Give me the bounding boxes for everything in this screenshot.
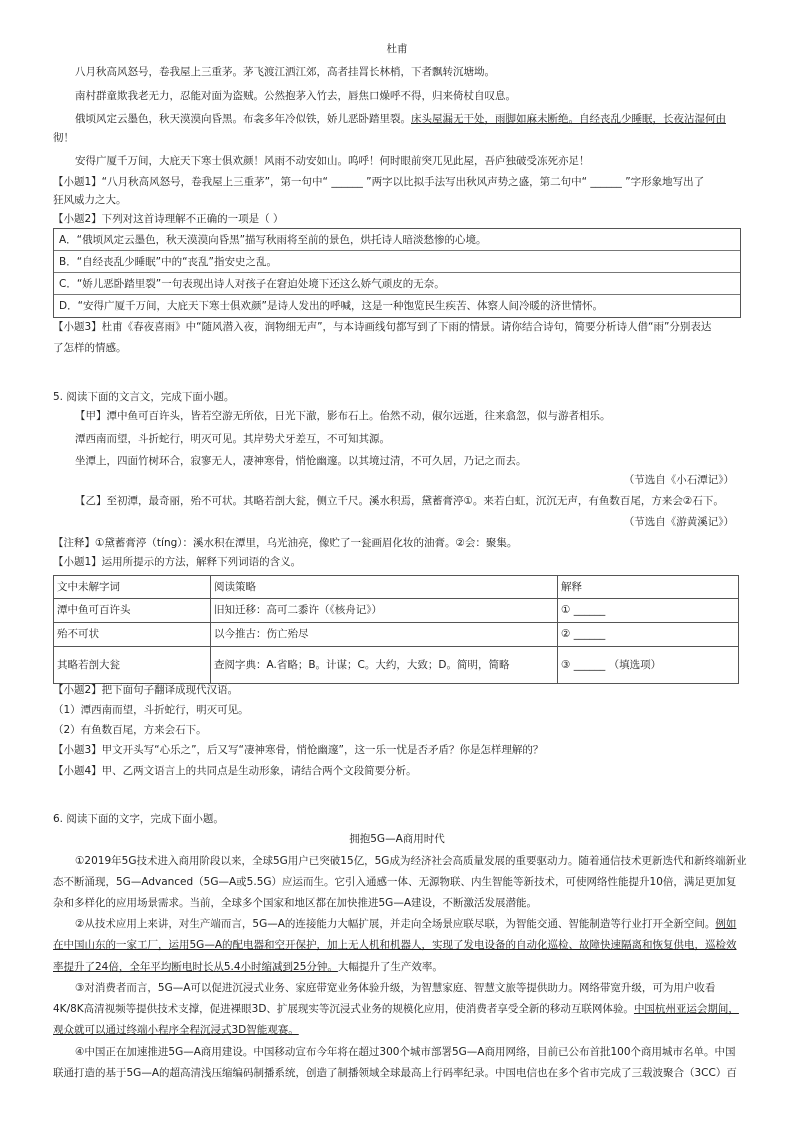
q6-paragraph-2-line-3: [53, 962, 443, 973]
q5-subquestion-3: 【小题3】甲文开头写“心乐之”，后又写“凄神寒骨，悄怆幽邃”，这一乐一忧是否矛盾？你是怎样理解的？: [53, 744, 544, 756]
table-cell: 旧知迁移：高可二黍许（《核舟记》）: [211, 599, 558, 623]
q5-subquestion-4: 【小题4】甲、乙两文语言上的共同点是生动形象，请结合两个文段简要分析。: [53, 765, 417, 777]
table-cell: 潭中鱼可百许头: [54, 599, 211, 623]
option-b: B．“自经丧乱少睡眠”中的“丧乱”指安史之乱。: [54, 251, 740, 273]
underlined-example-end: 率提升了24倍，全年平均断电时长从5.4小时缩减到25分钟。: [53, 961, 338, 973]
poem-paragraph-4: 安得广厦千万间，大庇天下寒士俱欢颜！风雨不动安如山。呜呼！何时眼前突兀见此屋，吾庐独破受冻死亦足！: [75, 155, 590, 167]
poem-paragraph-2: 南村群童欺我老无力，忍能对面为盗贼。公然抱茅入竹去，唇焦口燥呼不得，归来倚杖自叹息。: [75, 90, 516, 102]
table-header-row: [54, 576, 739, 599]
q4-subquestion-2: 【小题2】下列对这首诗理解不正确的一项是（ ）: [53, 213, 284, 225]
q5-heading: 5. 阅读下面的文言文，完成下面小题。: [53, 391, 235, 403]
q6-paragraph-4-line-2: 联通打造的基于5G—A的超高清浅压缩编码制播系统，创造了制播领域全球最高上行码率纪录。中国电信也在多个省市完成了三载波聚合（3CC）百: [53, 1067, 737, 1079]
table-header-cell: 阅读策略: [211, 576, 558, 599]
table-cell: 殆不可状: [54, 623, 211, 647]
q4-subquestion-1-line-2: 狂风威力之大。: [53, 194, 127, 206]
q5-text-yi: 【乙】至初潭，最奇丽，殆不可状。其略若剖大瓮，侧立千尺。溪水积焉，黛蓄膏渟①。来若白虹，沉沉无声，有鱼数百尾，方来会②石下。: [75, 495, 724, 507]
underlined-poem-lines: 床头屋漏无干处，雨脚如麻未断绝。: [411, 113, 579, 125]
q6-paragraph-2-end: 大幅提升了生产效率。: [337, 961, 443, 973]
q6-paragraph-3-line-3: 观众就可以通过终端小程序全程沉浸式3D智能观赛。: [53, 1024, 299, 1036]
table-row: [54, 623, 739, 647]
answer-cell[interactable]: ② ______: [558, 623, 739, 647]
vocabulary-table: [53, 575, 739, 684]
option-d: D．“安得广厦千万间，大庇天下寒士俱欢颜”是诗人发出的呼喊，这是一种饱览民生疾苦、体察人间冷暖的济世情怀。: [59, 300, 603, 312]
poem-paragraph-3-part-a: 俄顷风定云墨色，秋天漠漠向昏黑。布衾多年冷似铁，娇儿恶卧踏里裂。: [75, 113, 411, 125]
q6-paragraph-3-text: 4K/8K高清视频等提供技术支撑，促进裸眼3D、扩展现实等沉浸式业务的规模化应用，使消费者享受全新的移动互联网体验。: [53, 1003, 634, 1015]
q6-paragraph-4-line-1: ④中国正在加速推进5G—A商用建设。中国移动宣布今年将在超过300个城市部署5G—A商用网络，目前已公布首批100个商用城市名单。中国: [75, 1046, 736, 1058]
q6-paragraph-2-line-1: [75, 919, 736, 930]
q5-translate-2: （2）有鱼数百尾，方来会石下。: [53, 724, 207, 736]
answer-cell[interactable]: ③ ______ （填选项）: [558, 647, 739, 684]
q6-heading: 6. 阅读下面的文字，完成下面小题。: [53, 813, 224, 825]
q5-translate-1: （1）潭西南而望，斗折蛇行，明灭可见。: [53, 704, 249, 716]
poem-paragraph-3: [75, 114, 726, 125]
q5-source-1: （节选自《小石潭记》）: [623, 474, 734, 486]
table-row: [54, 599, 739, 623]
poem-title: 杜甫: [386, 43, 408, 55]
q6-paragraph-1-line-3: 杂和多样化的应用场景需求。当前，全球多个国家和地区都在加快推进5G—A建设，不断激活发展潜能。: [53, 897, 537, 909]
options-box: [53, 228, 741, 318]
answer-cell[interactable]: ① ______: [558, 599, 739, 623]
table-header-cell: 文中未解字词: [54, 576, 211, 599]
q5-text-jia-2: 潭西南而望，斗折蛇行，明灭可见。其岸势犬牙差互，不可知其源。: [75, 433, 390, 445]
option-a: A．“俄顷风定云墨色，秋天漠漠向昏黑”描写秋雨将至前的景色，烘托诗人暗淡愁惨的心境。: [54, 229, 740, 251]
q4-subquestion-3-line-1: 【小题3】杜甫《春夜喜雨》中“随风潜入夜，润物细无声”，与本诗画线句都写到了下雨的情景。请你结合诗句，简要分析诗人借“雨”分别表达: [53, 321, 712, 333]
poem-paragraph-1: 八月秋高风怒号，卷我屋上三重茅。茅飞渡江洒江郊，高者挂罥长林梢，下者飘转沉塘坳。: [75, 66, 495, 78]
q6-paragraph-1-line-2: 态不断涌现，5G—Advanced（5G—A或5.5G）应运而生。它引入通感一体、无源物联、内生智能等新技术，可使网络性能提升10倍，满足更加复: [53, 876, 737, 888]
q5-subquestion-1: 【小题1】运用所提示的方法，解释下列词语的含义。: [53, 556, 302, 568]
q6-paragraph-2-text: ②从技术应用上来讲，对生产端而言，5G—A的连接能力大幅扩展，并走向全场景应联尽联，为智能交通、智能制造等行业打开全新空间。: [75, 918, 716, 930]
table-row: [54, 647, 739, 684]
q4-subquestion-3-line-2: 了怎样的情感。: [53, 342, 127, 354]
q6-paragraph-1-line-1: ①2019年5G技术进入商用阶段以来，全球5G用户已突破15亿，5G成为经济社会高质量发展的重要驱动力。随着通信技术更新迭代和新终端新业: [75, 855, 747, 867]
q5-source-2: （节选自《游黄溪记》）: [623, 516, 734, 528]
table-header-cell: 解释: [558, 576, 739, 599]
underlined-poem-lines-2: 自经丧乱少睡眠，长夜沾湿何由: [579, 113, 726, 125]
option-c: C．“娇儿恶卧踏里裂”一句表现出诗人对孩子在窘迫处境下还这么娇气顽皮的无奈。: [54, 273, 740, 295]
q6-paragraph-2-line-2: 在中国山东的一家工厂，运用5G—A的配电器和空开保护，加上无人机和机器人，实现了发电设备的自动化巡检、故障快速隔离和恢复供电，巡检效: [53, 939, 737, 951]
q6-paragraph-3-line-2: [53, 1004, 739, 1015]
q5-text-jia-3: 坐潭上，四面竹树环合，寂寥无人，凄神寒骨，悄怆幽邃。以其境过清，不可久居，乃记之而去。: [75, 455, 527, 467]
q5-note: 【注释】①黛蓄膏渟（tíng）：溪水积在潭里，乌光油亮，像贮了一瓮画眉化妆的油膏。②会：聚集。: [53, 537, 518, 549]
q6-paragraph-3-line-1: ③对消费者而言，5G—A可以促进沉浸式业务、家庭带宽业务体验升级，为智慧家庭、智慧文旅等提供助力。网络带宽升级，可为用户收看: [75, 982, 716, 994]
table-cell: 以今推古：伤亡殆尽: [211, 623, 558, 647]
underlined-example: 例如: [715, 918, 737, 930]
underlined-asian-games: 中国杭州亚运会期间，: [633, 1003, 739, 1015]
q5-subquestion-2: 【小题2】把下面句子翻译成现代汉语。: [53, 684, 239, 696]
table-cell: 其略若剖大瓮: [54, 647, 211, 684]
q5-text-jia-1: 【甲】潭中鱼可百许头，皆若空游无所依，日光下澈，影布石上。佁然不动，俶尔远逝，往来翕忽，似与游者相乐。: [75, 410, 611, 422]
q4-subquestion-1-line-1: 【小题1】“八月秋高风怒号，卷我屋上三重茅”，第一句中“ ______ ”两字以比拟手法写出秋风声势之盛，第二句中“ ______ ”字形象地写出了: [53, 176, 705, 188]
poem-paragraph-3-end: 彻！: [53, 132, 74, 144]
q6-article-title: 拥抱5G—A商用时代: [349, 833, 445, 845]
table-cell: 查阅字典：A.省略；B。计谋；C。大约，大致；D。简明，简略: [211, 647, 558, 684]
